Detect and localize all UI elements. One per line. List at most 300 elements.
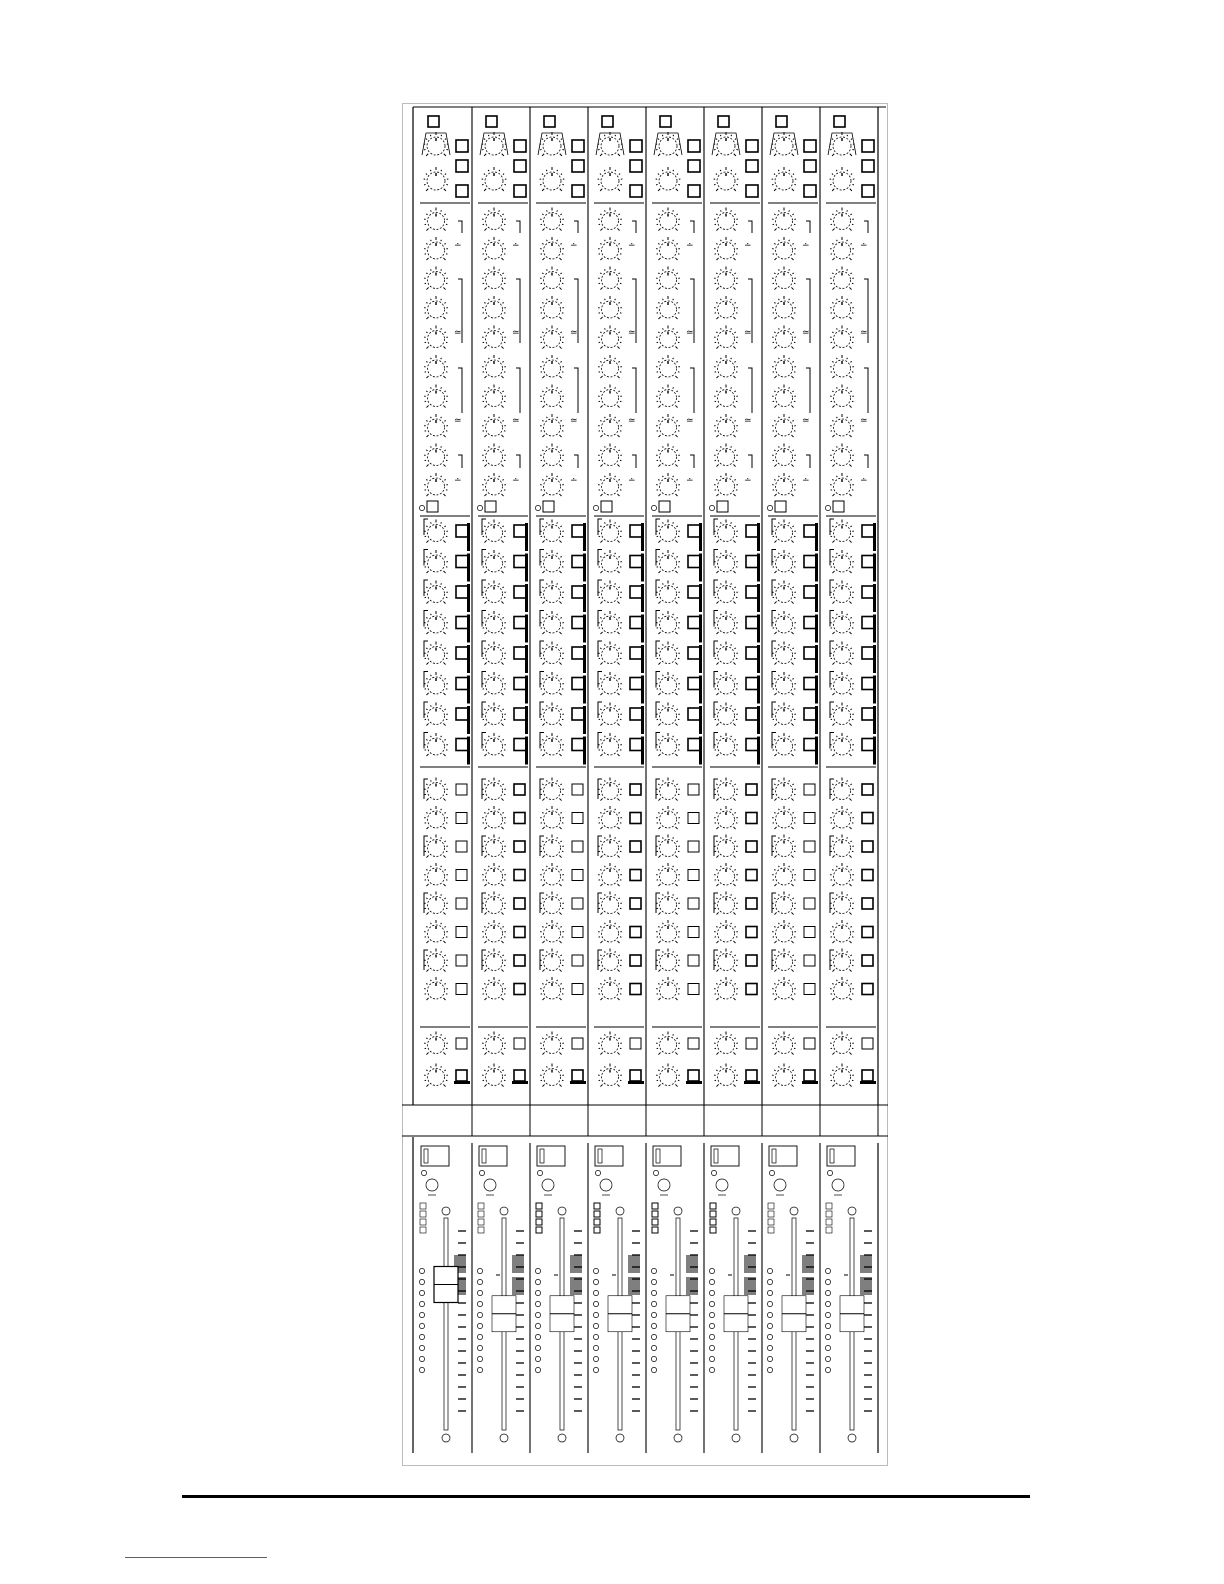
eq-led-icon: [709, 505, 714, 510]
send-button: [456, 927, 467, 938]
aux-bus-bar: [641, 737, 644, 765]
meter-led-icon: [535, 1279, 540, 1284]
meter-led-icon: [535, 1323, 540, 1328]
send-button: [630, 870, 641, 881]
meter-led-icon: [767, 1290, 772, 1295]
aux-bus-bar: [699, 554, 702, 582]
phantom-button: [746, 160, 758, 172]
bus-assign-button: [478, 1227, 484, 1233]
fader-cap-icon: [666, 1296, 690, 1332]
eq-curve-glyph: ∸: [802, 476, 810, 486]
meter-led-icon: [477, 1279, 482, 1284]
eq-in-button: [833, 501, 844, 512]
eq-led-icon: [593, 505, 598, 510]
bus-assign-button: [652, 1211, 658, 1217]
aux-pre-button: [746, 647, 758, 659]
input-select-button: [544, 116, 555, 127]
bottom-indicator-bar: [860, 1081, 876, 1084]
bottom-button: [572, 1038, 583, 1049]
meter-shading: [512, 1255, 524, 1273]
signal-led-icon: [769, 1170, 774, 1175]
meter-led-icon: [767, 1345, 772, 1350]
send-button: [572, 898, 583, 909]
meter-led-icon: [709, 1356, 714, 1361]
meter-shading: [744, 1277, 756, 1295]
bus-assign-button: [826, 1219, 832, 1225]
eq-curve-glyph: ∸: [454, 241, 462, 251]
aux-pre-button: [688, 617, 700, 629]
meter-led-icon: [651, 1323, 656, 1328]
meter-shading: [802, 1255, 814, 1273]
hpf-button: [746, 185, 758, 197]
aux-bus-bar: [467, 706, 470, 734]
bottom-button: [862, 1070, 873, 1081]
send-button: [630, 955, 641, 966]
send-button: [688, 927, 699, 938]
phase-button: [746, 140, 758, 152]
aux-bus-bar: [873, 706, 876, 734]
meter-led-icon: [477, 1334, 482, 1339]
hpf-button: [688, 185, 700, 197]
aux-bus-bar: [641, 645, 644, 673]
aux-bus-bar: [525, 676, 528, 704]
send-button: [456, 841, 467, 852]
meter-led-icon: [709, 1312, 714, 1317]
hpf-button: [862, 185, 874, 197]
eq-led-icon: [825, 505, 830, 510]
send-button: [630, 927, 641, 938]
meter-led-icon: [825, 1356, 830, 1361]
eq-curve-glyph: ≃: [454, 328, 462, 338]
bottom-button: [456, 1038, 467, 1049]
meter-led-icon: [535, 1367, 540, 1372]
aux-pre-button: [456, 556, 468, 568]
fader-slot: [444, 1218, 448, 1430]
meter-led-icon: [767, 1312, 772, 1317]
aux-bus-bar: [641, 676, 644, 704]
aux-bus-bar: [873, 523, 876, 551]
eq-curve-glyph: ∸: [686, 241, 694, 251]
eq-led-icon: [419, 505, 424, 510]
eq-curve-glyph: ≃: [570, 328, 578, 338]
bottom-button: [514, 1070, 525, 1081]
aux-pre-button: [630, 678, 642, 690]
fader-cap-icon: [782, 1296, 806, 1332]
aux-bus-bar: [873, 584, 876, 612]
console-svg: [402, 103, 888, 1466]
aux-pre-button: [456, 525, 468, 537]
aux-bus-bar: [699, 737, 702, 765]
meter-led-icon: [651, 1279, 656, 1284]
fader-cap-icon: [724, 1296, 748, 1332]
bottom-indicator-bar: [802, 1081, 818, 1084]
aux-bus-bar: [699, 645, 702, 673]
eq-curve-glyph: ≃: [628, 416, 636, 426]
aux-bus-bar: [467, 554, 470, 582]
eq-curve-glyph: ∸: [860, 476, 868, 486]
eq-in-button: [543, 501, 554, 512]
bottom-button: [630, 1038, 641, 1049]
aux-bus-bar: [467, 523, 470, 551]
aux-pre-button: [514, 647, 526, 659]
aux-pre-button: [514, 617, 526, 629]
signal-led-icon: [595, 1170, 600, 1175]
meter-led-icon: [651, 1268, 656, 1273]
bus-assign-button: [826, 1227, 832, 1233]
bus-assign-button: [710, 1227, 716, 1233]
send-button: [746, 984, 757, 995]
aux-bus-bar: [815, 584, 818, 612]
meter-shading: [802, 1277, 814, 1295]
eq-curve-glyph: ∸: [570, 241, 578, 251]
aux-bus-bar: [467, 615, 470, 643]
aux-bus-bar: [699, 523, 702, 551]
phase-button: [456, 140, 468, 152]
aux-bus-bar: [757, 554, 760, 582]
eq-in-button: [485, 501, 496, 512]
meter-led-icon: [477, 1367, 482, 1372]
aux-bus-bar: [641, 615, 644, 643]
meter-shading: [744, 1255, 756, 1273]
send-button: [514, 784, 525, 795]
aux-bus-bar: [757, 706, 760, 734]
send-button: [688, 984, 699, 995]
send-button: [746, 841, 757, 852]
fader-cap-icon: [492, 1296, 516, 1332]
send-button: [572, 927, 583, 938]
hpf-button: [514, 185, 526, 197]
send-button: [862, 870, 873, 881]
aux-pre-button: [804, 617, 816, 629]
bus-assign-button: [420, 1203, 426, 1209]
aux-bus-bar: [583, 523, 586, 551]
input-select-button: [602, 116, 613, 127]
aux-bus-bar: [873, 676, 876, 704]
aux-pre-button: [746, 617, 758, 629]
eq-curve-glyph: ≃: [802, 416, 810, 426]
bottom-button: [630, 1070, 641, 1081]
meter-shading: [628, 1255, 640, 1273]
eq-in-button: [775, 501, 786, 512]
aux-bus-bar: [583, 737, 586, 765]
aux-bus-bar: [583, 676, 586, 704]
bottom-indicator-bar: [744, 1081, 760, 1084]
aux-bus-bar: [699, 706, 702, 734]
phase-button: [630, 140, 642, 152]
meter-shading: [686, 1255, 698, 1273]
send-button: [572, 784, 583, 795]
aux-bus-bar: [757, 676, 760, 704]
send-button: [456, 784, 467, 795]
eq-curve-glyph: ∸: [512, 241, 520, 251]
fader-cap-icon: [608, 1296, 632, 1332]
phase-button: [572, 140, 584, 152]
send-button: [688, 784, 699, 795]
aux-pre-button: [572, 525, 584, 537]
mixing-console-diagram: [402, 103, 888, 1466]
eq-led-icon: [767, 505, 772, 510]
aux-bus-bar: [873, 645, 876, 673]
send-button: [804, 984, 815, 995]
aux-pre-button: [688, 586, 700, 598]
aux-pre-button: [572, 647, 584, 659]
bus-assign-button: [478, 1203, 484, 1209]
aux-pre-button: [862, 556, 874, 568]
meter-led-icon: [535, 1356, 540, 1361]
send-button: [572, 955, 583, 966]
meter-led-icon: [535, 1345, 540, 1350]
meter-led-icon: [767, 1301, 772, 1306]
meter-led-icon: [593, 1279, 598, 1284]
send-button: [804, 784, 815, 795]
eq-curve-glyph: ≃: [860, 416, 868, 426]
send-button: [514, 984, 525, 995]
aux-bus-bar: [815, 523, 818, 551]
meter-led-icon: [419, 1356, 424, 1361]
send-button: [630, 841, 641, 852]
aux-bus-bar: [757, 584, 760, 612]
eq-curve-glyph: ∸: [570, 476, 578, 486]
meter-led-icon: [477, 1345, 482, 1350]
bus-assign-button: [652, 1219, 658, 1225]
send-button: [862, 841, 873, 852]
aux-pre-button: [630, 647, 642, 659]
bus-assign-button: [536, 1203, 542, 1209]
aux-bus-bar: [583, 645, 586, 673]
meter-shading: [570, 1277, 582, 1295]
hpf-button: [456, 185, 468, 197]
input-select-button: [718, 116, 729, 127]
hpf-button: [572, 185, 584, 197]
aux-pre-button: [630, 739, 642, 751]
aux-pre-button: [514, 678, 526, 690]
send-button: [688, 955, 699, 966]
aux-bus-bar: [815, 615, 818, 643]
eq-led-icon: [651, 505, 656, 510]
eq-curve-glyph: ≃: [744, 416, 752, 426]
input-select-button: [660, 116, 671, 127]
aux-pre-button: [630, 708, 642, 720]
bottom-button: [746, 1070, 757, 1081]
aux-bus-bar: [873, 615, 876, 643]
meter-led-icon: [825, 1279, 830, 1284]
aux-bus-bar: [815, 645, 818, 673]
aux-bus-bar: [525, 645, 528, 673]
page-footer-rule: [182, 1495, 1030, 1498]
send-button: [862, 984, 873, 995]
send-button: [572, 984, 583, 995]
aux-bus-bar: [641, 554, 644, 582]
meter-led-icon: [419, 1334, 424, 1339]
aux-pre-button: [746, 678, 758, 690]
meter-led-icon: [593, 1345, 598, 1350]
bus-assign-button: [710, 1211, 716, 1217]
eq-in-button: [427, 501, 438, 512]
fader-cap-icon: [434, 1267, 458, 1303]
bus-assign-button: [710, 1219, 716, 1225]
phase-button: [862, 140, 874, 152]
send-button: [862, 955, 873, 966]
aux-bus-bar: [815, 706, 818, 734]
meter-led-icon: [477, 1290, 482, 1295]
aux-pre-button: [746, 739, 758, 751]
eq-curve-glyph: ≃: [628, 328, 636, 338]
aux-pre-button: [746, 586, 758, 598]
meter-led-icon: [709, 1268, 714, 1273]
aux-bus-bar: [583, 615, 586, 643]
bottom-button: [688, 1038, 699, 1049]
signal-led-icon: [711, 1170, 716, 1175]
meter-led-icon: [535, 1290, 540, 1295]
send-button: [514, 870, 525, 881]
signal-led-icon: [827, 1170, 832, 1175]
send-button: [456, 898, 467, 909]
aux-bus-bar: [815, 676, 818, 704]
meter-shading: [860, 1277, 872, 1295]
send-button: [572, 870, 583, 881]
send-button: [688, 841, 699, 852]
aux-pre-button: [688, 708, 700, 720]
meter-led-icon: [419, 1323, 424, 1328]
aux-bus-bar: [467, 737, 470, 765]
eq-in-button: [659, 501, 670, 512]
eq-curve-glyph: ≃: [512, 416, 520, 426]
meter-led-icon: [825, 1334, 830, 1339]
meter-led-icon: [477, 1268, 482, 1273]
aux-bus-bar: [641, 706, 644, 734]
aux-bus-bar: [641, 584, 644, 612]
bus-assign-button: [420, 1211, 426, 1217]
aux-pre-button: [862, 525, 874, 537]
bus-assign-button: [826, 1203, 832, 1209]
aux-bus-bar: [815, 554, 818, 582]
send-button: [630, 898, 641, 909]
aux-bus-bar: [699, 676, 702, 704]
hpf-button: [804, 185, 816, 197]
aux-pre-button: [456, 647, 468, 659]
send-button: [688, 813, 699, 824]
meter-led-icon: [593, 1356, 598, 1361]
meter-shading: [628, 1277, 640, 1295]
bus-assign-button: [536, 1219, 542, 1225]
aux-pre-button: [804, 647, 816, 659]
aux-bus-bar: [757, 615, 760, 643]
eq-in-button: [601, 501, 612, 512]
eq-curve-glyph: ≃: [744, 328, 752, 338]
meter-led-icon: [767, 1323, 772, 1328]
input-select-button: [776, 116, 787, 127]
bottom-button: [572, 1070, 583, 1081]
aux-pre-button: [514, 708, 526, 720]
meter-led-icon: [651, 1345, 656, 1350]
eq-curve-glyph: ≃: [686, 328, 694, 338]
eq-curve-glyph: ≃: [860, 328, 868, 338]
meter-led-icon: [477, 1356, 482, 1361]
meter-led-icon: [419, 1279, 424, 1284]
send-button: [514, 841, 525, 852]
send-button: [572, 841, 583, 852]
send-button: [514, 955, 525, 966]
meter-led-icon: [767, 1356, 772, 1361]
signal-led-icon: [479, 1170, 484, 1175]
eq-curve-glyph: ∸: [512, 476, 520, 486]
send-button: [688, 870, 699, 881]
send-button: [456, 955, 467, 966]
aux-pre-button: [746, 708, 758, 720]
bottom-button: [746, 1038, 757, 1049]
eq-curve-glyph: ∸: [802, 241, 810, 251]
bus-assign-button: [826, 1211, 832, 1217]
input-select-button: [486, 116, 497, 127]
aux-pre-button: [862, 586, 874, 598]
aux-pre-button: [572, 556, 584, 568]
signal-led-icon: [653, 1170, 658, 1175]
bus-assign-button: [768, 1219, 774, 1225]
bottom-button: [688, 1070, 699, 1081]
send-button: [746, 784, 757, 795]
aux-pre-button: [572, 739, 584, 751]
meter-led-icon: [651, 1367, 656, 1372]
eq-curve-glyph: ∸: [686, 476, 694, 486]
meter-led-icon: [593, 1312, 598, 1317]
aux-pre-button: [514, 586, 526, 598]
bus-assign-button: [768, 1227, 774, 1233]
meter-led-icon: [825, 1290, 830, 1295]
bus-assign-button: [478, 1211, 484, 1217]
meter-led-icon: [651, 1356, 656, 1361]
aux-pre-button: [862, 678, 874, 690]
meter-led-icon: [767, 1334, 772, 1339]
eq-in-button: [717, 501, 728, 512]
eq-curve-glyph: ∸: [628, 476, 636, 486]
send-button: [804, 870, 815, 881]
bottom-button: [514, 1038, 525, 1049]
send-button: [630, 813, 641, 824]
bus-assign-button: [420, 1227, 426, 1233]
meter-led-icon: [767, 1367, 772, 1372]
phantom-button: [804, 160, 816, 172]
bus-assign-button: [652, 1227, 658, 1233]
meter-led-icon: [593, 1367, 598, 1372]
aux-pre-button: [862, 617, 874, 629]
eq-curve-glyph: ∸: [744, 241, 752, 251]
meter-led-icon: [477, 1301, 482, 1306]
phantom-button: [688, 160, 700, 172]
meter-led-icon: [419, 1367, 424, 1372]
bottom-button: [804, 1070, 815, 1081]
send-button: [804, 813, 815, 824]
meter-led-icon: [709, 1345, 714, 1350]
eq-curve-glyph: ≃: [686, 416, 694, 426]
aux-pre-button: [688, 556, 700, 568]
meter-led-icon: [419, 1301, 424, 1306]
bus-assign-button: [594, 1219, 600, 1225]
phantom-button: [572, 160, 584, 172]
bottom-indicator-bar: [570, 1081, 586, 1084]
send-button: [514, 927, 525, 938]
aux-pre-button: [688, 525, 700, 537]
aux-pre-button: [572, 678, 584, 690]
aux-bus-bar: [525, 737, 528, 765]
meter-led-icon: [477, 1312, 482, 1317]
meter-led-icon: [709, 1367, 714, 1372]
phase-button: [514, 140, 526, 152]
send-button: [862, 784, 873, 795]
aux-bus-bar: [525, 523, 528, 551]
send-button: [630, 784, 641, 795]
aux-pre-button: [862, 739, 874, 751]
eq-curve-glyph: ∸: [628, 241, 636, 251]
